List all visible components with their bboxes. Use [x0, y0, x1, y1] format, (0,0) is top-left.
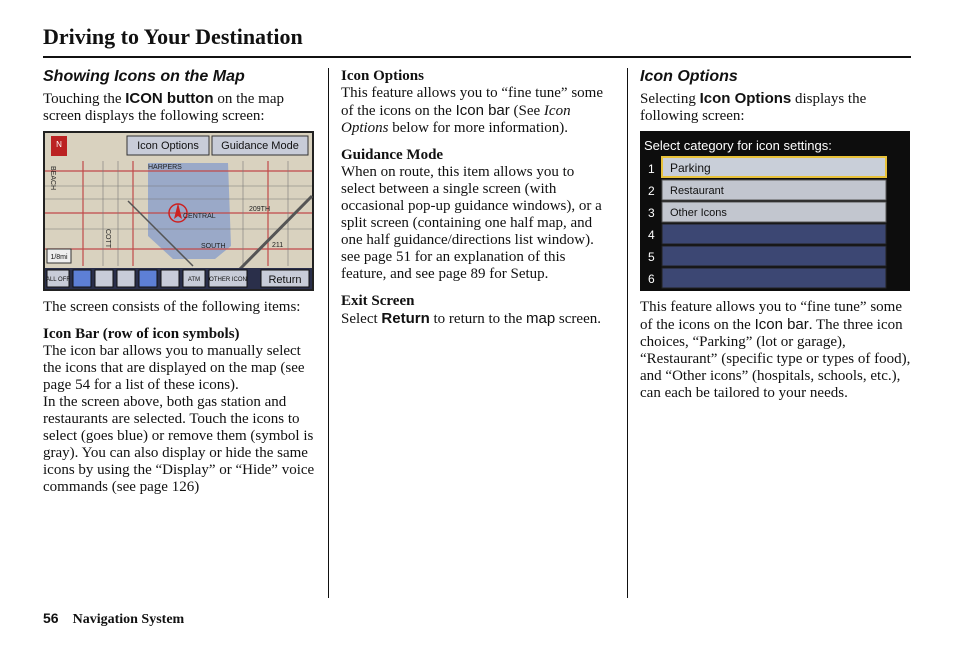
icon-settings-screen-image [640, 131, 910, 291]
map-icon-other: OTHER ICON [209, 277, 247, 283]
heading-icon-options: Icon Options [341, 68, 424, 84]
gas-station-icon [73, 270, 91, 287]
iconbar-heading: Icon Bar (row of icon symbols) [43, 326, 240, 342]
map-btn-guidance-mode: Guidance Mode [221, 140, 299, 152]
map-btn-icon-options: Icon Options [137, 140, 199, 152]
consists-paragraph: The screen consists of the following items: [43, 299, 301, 315]
icon-options-paragraph [341, 85, 609, 137]
section-title-icon-options: Icon Options [640, 68, 738, 85]
settings-row-num-1: 1 [648, 162, 655, 176]
map-street-beach: BEACH [49, 166, 56, 191]
restaurant-icon [139, 270, 157, 287]
shopping-icon [161, 270, 179, 287]
p3-text-a: Select [341, 311, 382, 327]
intro-icon-button-term: ICON button [125, 90, 214, 107]
map-street-harpers: HARPERS [148, 164, 182, 171]
page-number: 56 [43, 610, 59, 626]
heading-guidance-mode: Guidance Mode [341, 147, 444, 163]
settings-row-label-3: Other Icons [670, 207, 727, 219]
p3-text-c: to return to the [429, 311, 526, 327]
column-2 [341, 68, 609, 328]
settings-row-num-6: 6 [648, 272, 655, 286]
map-icon-atm: ATM [187, 277, 201, 283]
settings-row-num-4: 4 [648, 228, 655, 242]
p3-text-e: screen. [555, 311, 601, 327]
footer-title: Navigation System [72, 612, 185, 627]
p3-return-term: Return [381, 310, 430, 327]
p1-text-a: This feature allows you to “fine tune” some of the icons on the [341, 85, 604, 119]
map-scale: 1/8mi [50, 254, 68, 261]
page-title: Driving to Your Destination [43, 24, 303, 49]
map-street-211: 211 [272, 242, 284, 249]
exit-screen-paragraph [341, 310, 609, 328]
settings-intro-a: Selecting [640, 91, 700, 107]
map-street-south: SOUTH [201, 243, 226, 250]
column-3 [640, 68, 912, 402]
settings-header: Select category for icon settings: [644, 138, 832, 153]
title-rule [43, 56, 911, 58]
column-1 [43, 68, 315, 496]
settings-row-label-1: Parking [670, 161, 711, 175]
map-street-cott: COTT [104, 229, 111, 249]
settings-row-num-5: 5 [648, 250, 655, 264]
settings-row-label-2: Restaurant [670, 185, 724, 197]
iconbar-paragraph: The icon bar allows you to manually select the icons that are displayed on the map (see page 54 for a list of these icons). [43, 343, 305, 393]
settings-description-paragraph [640, 299, 912, 402]
heading-exit-screen: Exit Screen [341, 293, 415, 309]
map-icon-all-off: ALL OFF [45, 277, 71, 283]
column-divider-1 [328, 68, 329, 598]
parking-icon [95, 270, 113, 287]
intro-paragraph [43, 90, 315, 125]
p1-text-c: (See [509, 103, 544, 119]
iconbar-paragraph-2: In the screen above, both gas station and restaurants are selected. Touch the icons to select (goes blue) or remove them (symbol is gray). You can also display or hide the same icons by using the “Display” or “Hide” voice commands (see page 126) [43, 394, 315, 495]
intro-text-c: on the map screen displays the following screen: [43, 91, 284, 124]
map-btn-return: Return [268, 274, 302, 286]
section-title-showing-icons: Showing Icons on the Map [43, 68, 245, 85]
settings-row-num-3: 3 [648, 206, 655, 220]
guidance-mode-paragraph: When on route, this item allows you to select between a single screen (with occasional pop-up guidance windows), or a split screen (containing one half map, and one half guidance/directions list window). see page 51 for an explanation of this feature, and see page 89 for Setup. [341, 164, 602, 282]
map-screen-image [43, 131, 314, 291]
map-street-209th: 209TH [249, 206, 271, 213]
intro-text-a: Touching the [43, 91, 126, 107]
info-icon [117, 270, 135, 287]
settings-desc-a: This feature allows you to “fine tune” some of the icons on the [640, 299, 903, 333]
page-footer [43, 610, 184, 628]
map-street-central: CENTRAL [183, 213, 216, 220]
p1-icon-options-ref: Icon Options [341, 103, 571, 136]
p3-map-term: map [525, 310, 556, 327]
map-north-label: N [56, 140, 62, 149]
column-divider-2 [627, 68, 628, 598]
settings-intro-term: Icon Options [699, 90, 792, 107]
settings-intro-paragraph [640, 90, 912, 125]
settings-desc-icon-bar-term: Icon bar [754, 316, 809, 333]
settings-intro-c: displays the following screen: [640, 91, 867, 124]
settings-row-num-2: 2 [648, 184, 655, 198]
p1-icon-bar-term: Icon bar [455, 102, 510, 119]
p1-text-e: below for more information). [388, 120, 569, 136]
settings-desc-c: . The three icon choices, “Parking” (lot or garage), “Restaurant” (specific type or types of food), and “Other icons” (hospitals, schools, etc.), can each be tailored to your needs. [640, 317, 911, 401]
